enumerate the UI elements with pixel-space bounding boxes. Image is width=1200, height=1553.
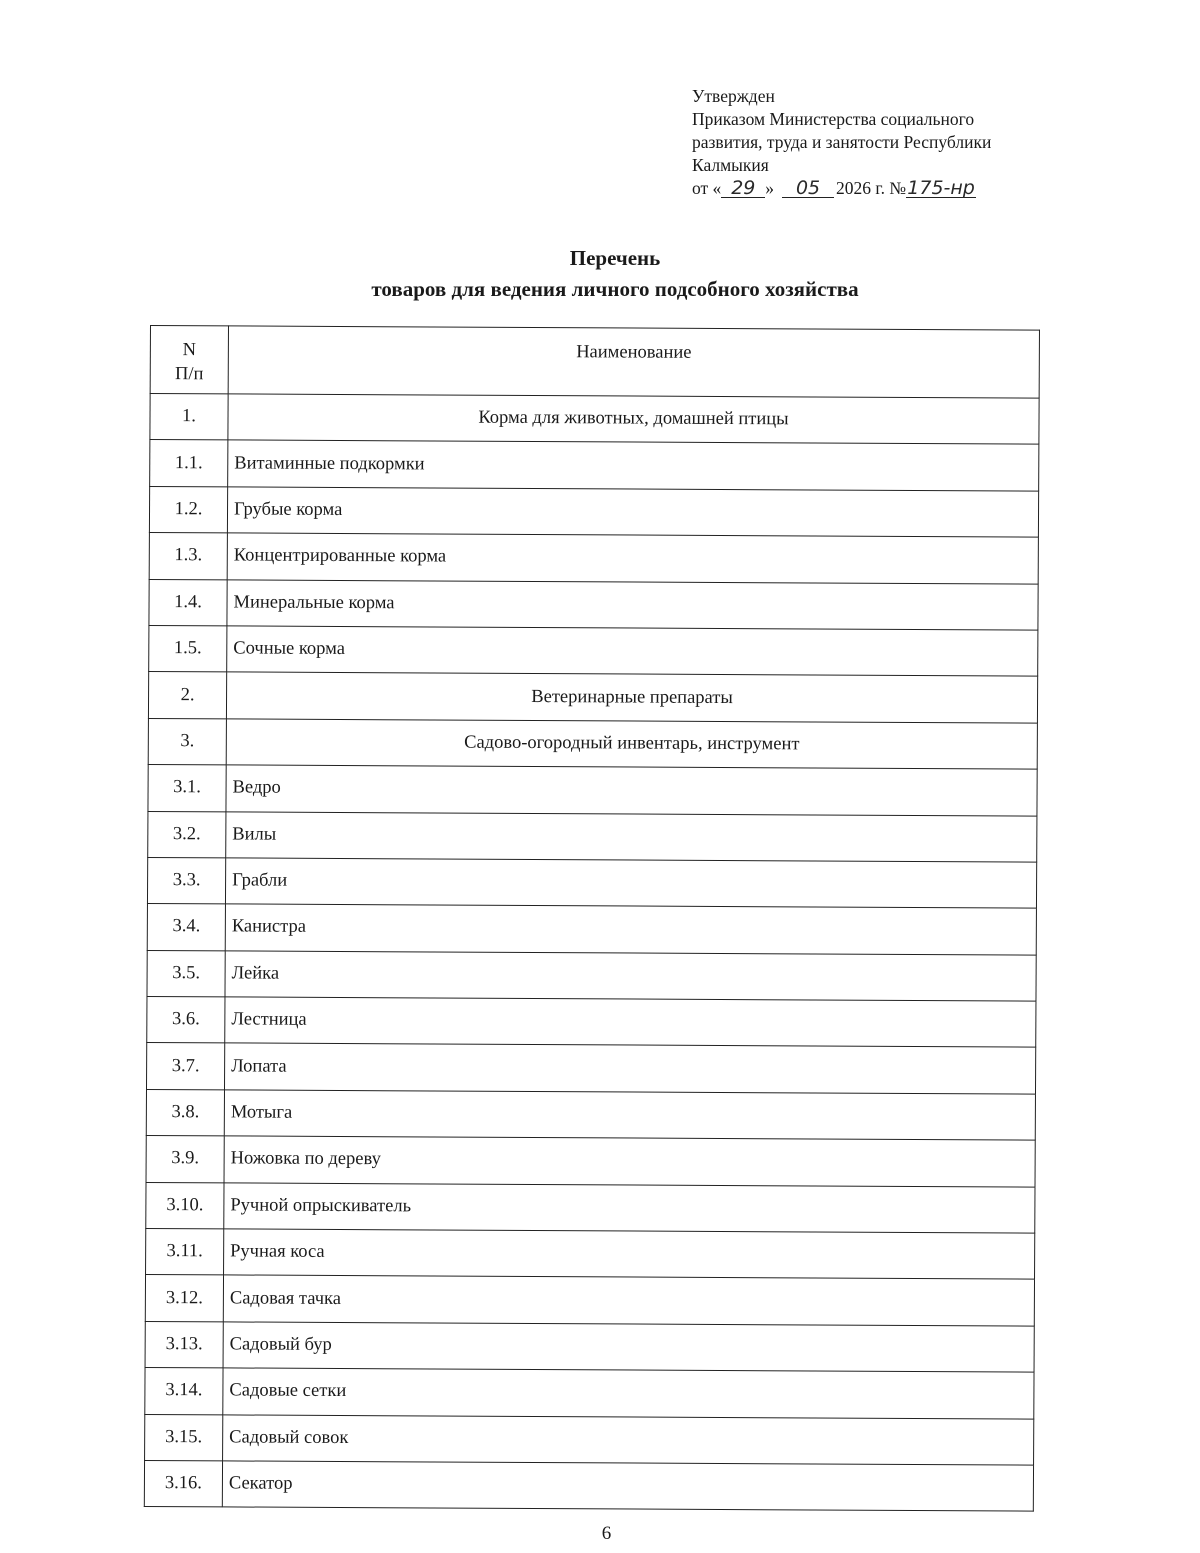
table-row [149, 579, 1038, 630]
item-name-cell: Ручная коса [224, 1229, 1035, 1280]
table-row [144, 1460, 1033, 1511]
page-number: 6 [601, 1523, 612, 1544]
table-row [149, 625, 1038, 676]
approval-date-line [692, 177, 1072, 200]
table-row [145, 1414, 1034, 1465]
item-name-cell: Лопата [224, 1043, 1035, 1094]
row-number-cell: 1.5. [149, 625, 227, 672]
table-header-row [150, 326, 1039, 399]
table-row [147, 857, 1036, 908]
approval-line: Приказом Министерства социального [692, 109, 975, 129]
table-row [147, 950, 1036, 1001]
table-row [148, 811, 1037, 862]
item-name-cell: Садовая тачка [223, 1275, 1034, 1326]
section-name-cell: Корма для животных, домашней птицы [228, 394, 1039, 445]
row-number-cell: 2. [148, 672, 226, 719]
table-row [147, 997, 1036, 1048]
row-number-cell: 3.6. [147, 997, 225, 1044]
goods-table [144, 325, 1040, 1512]
row-number-cell: 3.9. [146, 1136, 224, 1183]
header-name-cell: Наименование [228, 326, 1039, 398]
table-row [150, 394, 1039, 445]
row-number-cell: 1. [150, 394, 228, 441]
row-number-cell: 3.14. [145, 1368, 223, 1415]
table-row [145, 1275, 1034, 1326]
row-number-cell: 3.5. [147, 950, 225, 997]
document-title: Перечень [569, 246, 661, 270]
item-name-cell: Канистра [225, 904, 1036, 955]
section-name-cell: Ветеринарные препараты [226, 672, 1037, 723]
approval-line: Калмыкия [692, 155, 769, 175]
item-name-cell: Грабли [225, 858, 1036, 909]
table-row [149, 486, 1038, 537]
approval-block [692, 85, 1072, 200]
table-row [148, 765, 1037, 816]
table-row [146, 1136, 1035, 1187]
item-name-cell: Садовый совок [223, 1414, 1034, 1465]
row-number-cell: 3.16. [144, 1460, 222, 1507]
table-row [145, 1321, 1034, 1372]
handwritten-day: 29 [721, 179, 765, 198]
row-number-cell: 3.15. [145, 1414, 223, 1461]
handwritten-month: 05 [782, 179, 834, 198]
date-prefix: от « [692, 178, 722, 198]
item-name-cell: Мотыга [224, 1090, 1035, 1141]
row-number-cell: 3.12. [145, 1275, 223, 1322]
row-number-cell: 3. [148, 718, 226, 765]
row-number-cell: 3.4. [147, 904, 225, 951]
item-name-cell: Лейка [225, 951, 1036, 1002]
table-row [148, 718, 1037, 769]
row-number-cell: 3.7. [146, 1043, 224, 1090]
document-subtitle: товаров для ведения личного подсобного хозяйства [371, 277, 859, 301]
header-number-cell: N П/п [150, 326, 228, 394]
row-number-cell: 1.1. [150, 440, 228, 487]
table-row [146, 1229, 1035, 1280]
approval-line: развития, труда и занятости Республики [692, 132, 992, 152]
quote-close: » [765, 178, 775, 198]
item-name-cell: Секатор [222, 1461, 1033, 1512]
item-name-cell: Ручной опрыскиватель [224, 1183, 1035, 1234]
item-name-cell: Лестница [225, 997, 1036, 1048]
item-name-cell: Ведро [226, 765, 1037, 816]
section-name-cell: Садово-огородный инвентарь, инструмент [226, 719, 1037, 770]
table-row [149, 533, 1038, 584]
row-number-cell: 1.2. [149, 486, 227, 533]
table-row [146, 1043, 1035, 1094]
table-row [148, 672, 1037, 723]
item-name-cell: Грубые корма [227, 487, 1038, 538]
table-body [144, 394, 1039, 1512]
handwritten-order-number: 175-нр [907, 177, 975, 199]
row-number-cell: 3.3. [147, 857, 225, 904]
item-name-cell: Садовые сетки [223, 1368, 1034, 1419]
row-number-cell: 3.13. [145, 1321, 223, 1368]
year-text: 2026 г. № [836, 178, 907, 198]
table-row [146, 1182, 1035, 1233]
item-name-cell: Минеральные корма [227, 579, 1038, 630]
table-row [145, 1368, 1034, 1419]
table-row [147, 904, 1036, 955]
row-number-cell: 3.2. [148, 811, 226, 858]
row-number-cell: 1.3. [149, 533, 227, 580]
item-name-cell: Концентрированные корма [227, 533, 1038, 584]
item-name-cell: Садовый бур [223, 1322, 1034, 1373]
table-row [150, 440, 1039, 491]
approval-title: Утвержден [692, 86, 775, 106]
row-number-cell: 3.11. [146, 1229, 224, 1276]
row-number-cell: 3.10. [146, 1182, 224, 1229]
table-row [146, 1089, 1035, 1140]
item-name-cell: Витаминные подкормки [228, 440, 1039, 491]
item-name-cell: Ножовка по дереву [224, 1136, 1035, 1187]
row-number-cell: 1.4. [149, 579, 227, 626]
row-number-cell: 3.1. [148, 765, 226, 812]
item-name-cell: Сочные корма [227, 626, 1038, 677]
item-name-cell: Вилы [226, 811, 1037, 862]
row-number-cell: 3.8. [146, 1089, 224, 1136]
